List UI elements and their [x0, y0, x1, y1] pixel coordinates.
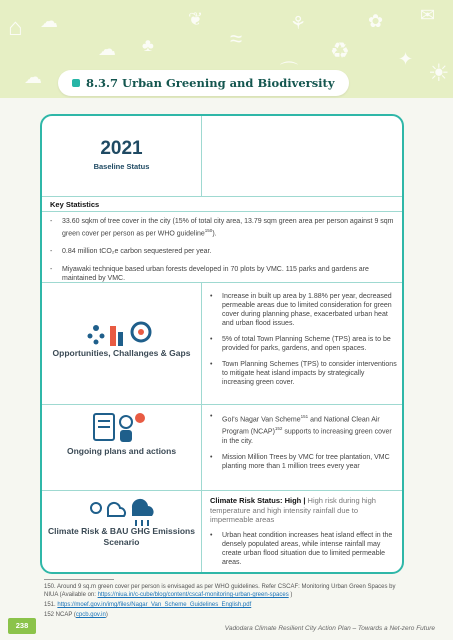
- list-item: • Mission Million Trees by VMC for tree plantation, VMC planting more than 1 million trees every year: [210, 453, 398, 471]
- footnote-link[interactable]: https://moef.gov.in/img/files/Nagar_Van_Scheme_Guidelines_English.pdf: [57, 602, 252, 608]
- opportunities-list: [210, 292, 398, 394]
- footnote-151: 151. https://moef.gov.in/img/files/Nagar_Van_Scheme_Guidelines_English.pdf: [44, 602, 252, 608]
- opportunities-title: Opportunities, Challanges & Gaps: [52, 348, 191, 358]
- recycle-icon: ♻: [330, 38, 350, 63]
- page-number: 238: [8, 618, 36, 634]
- section-heading: [58, 70, 349, 96]
- list-item: • 5% of total Town Planning Scheme (TPS) area is to be provided for parks, gardens, and open spaces.: [210, 335, 398, 353]
- plant-icon: ✿: [368, 11, 384, 31]
- fish-icon: ⚘: [290, 13, 307, 33]
- house-icon: ⌂: [8, 14, 23, 41]
- wave-icon: ≈: [230, 26, 243, 51]
- list-item: • GoI's Nagar Van Scheme$^{151}$ and National Clean Air Program (NCAP)$^{152}$ supports to increasing green cover in the city.: [210, 412, 398, 446]
- content-card: [40, 114, 404, 574]
- footnote-rule: [44, 579, 114, 580]
- footer-title: Vadodara Climate Resilient City Action Plan – Towards a Net-zero Future: [224, 625, 435, 632]
- footnote-link[interactable]: cpcb.gov.in: [75, 612, 106, 618]
- tree-icon: ♣: [142, 35, 154, 55]
- ongoing-title: Ongoing plans and actions: [66, 446, 177, 456]
- footnote-150: 150. Around 9 sq.m green cover per person is envisaged as per WHO guidelines. Refer CSCAF: Monitoring Urban Green Spaces by NIUA (Available on: https://niua.in/c-cube/blog/content/cscaf-monitoring-urban-green-spaces ): [44, 584, 396, 598]
- section-title: 8.3.7 Urban Greening and Biodiversity: [86, 76, 335, 90]
- footnote-152: 152 NCAP (cpcb.gov.in): [44, 612, 108, 618]
- footnotes: [44, 583, 404, 621]
- column-divider: [201, 116, 202, 196]
- row-divider: [42, 404, 402, 405]
- cloud-sun-icon: ☁: [24, 67, 42, 87]
- plan-icon: [86, 408, 156, 448]
- baseline-year: 2021: [100, 138, 143, 159]
- ongoing-list: [210, 412, 398, 478]
- list-item: • Increase in built up area by 1.88% per year, decreased permeable areas due to limited consideration for green cover during planning phase, exacerbated urban heat and urban flood issues.: [210, 292, 398, 328]
- gift-icon: ✉: [420, 5, 436, 25]
- column-divider: [201, 404, 202, 490]
- key-statistic-item: - 0.84 million tCO₂e carbon sequestered per year.: [50, 247, 395, 256]
- climate-risk-status: Climate Risk Status: High | High risk during high temperature and high intensity rainfall due to impermeable areas: [210, 496, 376, 524]
- baseline-label: Baseline Status: [93, 162, 150, 171]
- key-statistic-item: - Miyawaki technique based urban forests developed in 70 plots by VMC. 115 parks and gardens are maintained by VMC.: [50, 265, 395, 283]
- sun-icon: ☀: [428, 60, 450, 87]
- row-divider: [42, 282, 402, 283]
- climate-risk-list: [210, 496, 398, 574]
- leaf-icon: ❦: [188, 9, 204, 29]
- cloud-rain-icon: ☁: [40, 11, 58, 31]
- climate-risk-icon: [86, 490, 156, 530]
- footnote-link[interactable]: https://niua.in/c-cube/blog/content/cscaf-monitoring-urban-green-spaces: [97, 592, 289, 598]
- windmill-icon: ✦: [398, 49, 414, 69]
- column-divider: [201, 282, 202, 404]
- section-bullet-icon: [72, 79, 80, 87]
- key-statistics-heading: Key Statistics: [42, 196, 402, 212]
- cloud-icon: ☁: [98, 39, 116, 59]
- key-statistic-item: - 33.60 sqkm of tree cover in the city (15% of total city area, 13.79 sqm green area per person against 9 sqm green cover per person as per WHO guideline$^{150}$).: [50, 217, 395, 238]
- list-item: • Urban heat condition increases heat island effect in the densely populated areas, while intense rainfall may create urban flood situation due to limited permeable areas.: [210, 531, 398, 567]
- list-item: • Town Planning Schemes (TPS) to consider interventions to mitigate heat island impacts by strategically increasing green cover.: [210, 360, 398, 387]
- column-divider: [201, 490, 202, 572]
- climate-risk-title: Climate Risk & BAU GHG Emissions Scenario: [48, 526, 195, 547]
